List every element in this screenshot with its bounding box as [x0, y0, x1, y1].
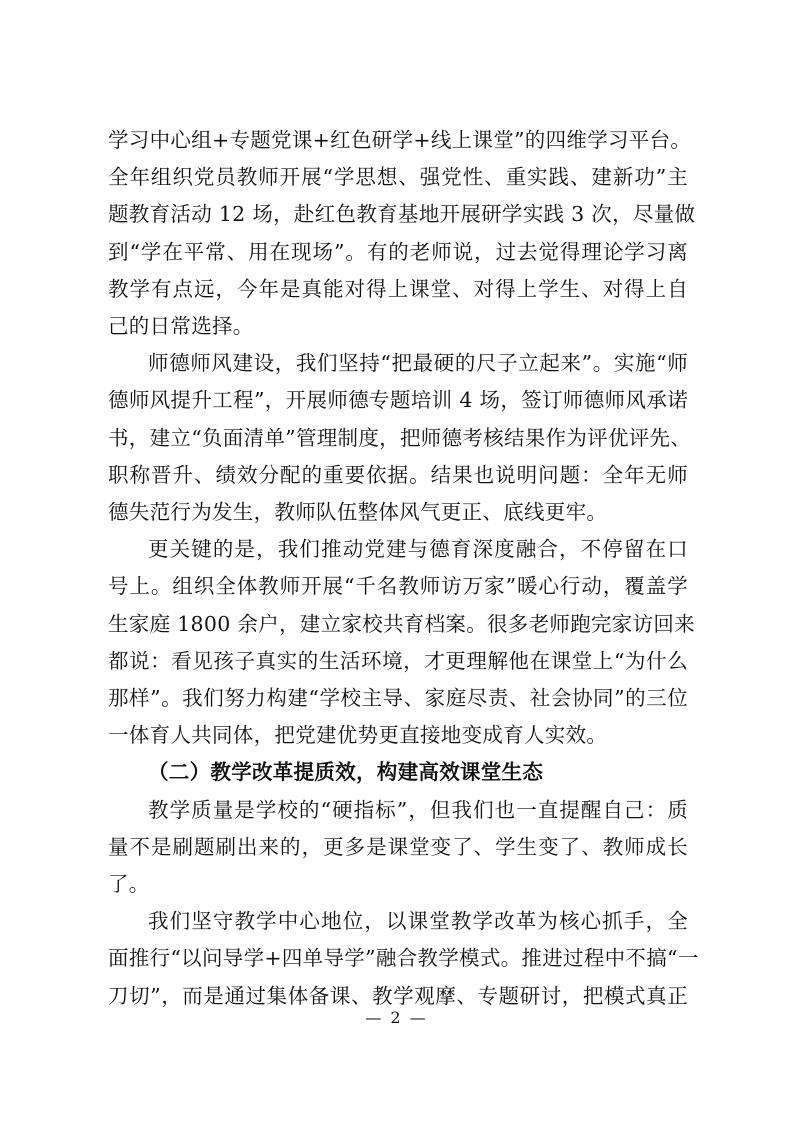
- text-line: 全年组织党员教师开展“学思想、强党性、重实践、建新功”主: [108, 165, 688, 190]
- paragraph-first-line: 师德师风建设，我们坚持“把最硬的尺子立起来”。实施“师: [148, 351, 688, 376]
- text-line: 都说：看见孩子真实的生活环境，才更理解他在课堂上“为什么: [108, 648, 688, 673]
- text-line: 学习中心组+专题党课+红色研学+线上课堂”的四维学习平台。: [108, 128, 692, 152]
- section-heading: （二）教学改革提质效，构建高效课堂生态: [148, 760, 544, 785]
- text-line: 面推行“以问导学+四单导学”融合教学模式。推进过程中不搞“一: [108, 946, 699, 971]
- text-line: 那样”。我们努力构建“学校主导、家庭尽责、社会协同”的三位: [108, 686, 688, 710]
- text-line: 书，建立“负面清单”管理制度，把师德考核结果作为评优评先、: [108, 425, 692, 450]
- paragraph-first-line: 我们坚守教学中心地位，以课堂教学改革为核心抓手，全: [148, 909, 688, 934]
- text-line: 号上。组织全体教师开展“千名教师访万家”暖心行动，覆盖学: [108, 574, 688, 599]
- paragraph-first-line: 更关键的是，我们推动党建与德育深度融合，不停留在口: [148, 537, 688, 562]
- page-number: — 2 —: [365, 1008, 428, 1027]
- text-line: 到“学在平常、用在现场”。有的老师说，过去觉得理论学习离: [108, 239, 688, 264]
- text-line: 刀切”，而是通过集体备课、教学观摩、专题研讨，把模式真正: [108, 983, 688, 1008]
- text-line: 一体育人共同体，把党建优势更直接地变成育人实效。: [108, 723, 608, 748]
- text-line: 生家庭 1800 余户，建立家校共育档案。很多老师跑完家访回来: [108, 611, 696, 636]
- text-line: 职称晋升、绩效分配的重要依据。结果也说明问题：全年无师: [108, 462, 688, 487]
- text-line: 教学有点远，今年是真能对得上课堂、对得上学生、对得上自: [108, 276, 688, 301]
- text-line: 了。: [108, 872, 150, 896]
- text-line: 德失范行为发生，教师队伍整体风气更正、底线更牢。: [108, 500, 608, 524]
- text-line: 题教育活动 12 场，赴红色教育基地开展研学实践 3 次，尽量做: [108, 202, 696, 227]
- text-line: 德师风提升工程”，开展师德专题培训 4 场，签订师德师风承诺: [108, 388, 688, 413]
- text-line: 量不是刷题刷出来的，更多是课堂变了、学生变了、教师成长: [108, 834, 688, 859]
- text-line: 己的日常选择。: [108, 314, 254, 338]
- paragraph-first-line: 教学质量是学校的“硬指标”，但我们也一直提醒自己：质: [148, 797, 688, 822]
